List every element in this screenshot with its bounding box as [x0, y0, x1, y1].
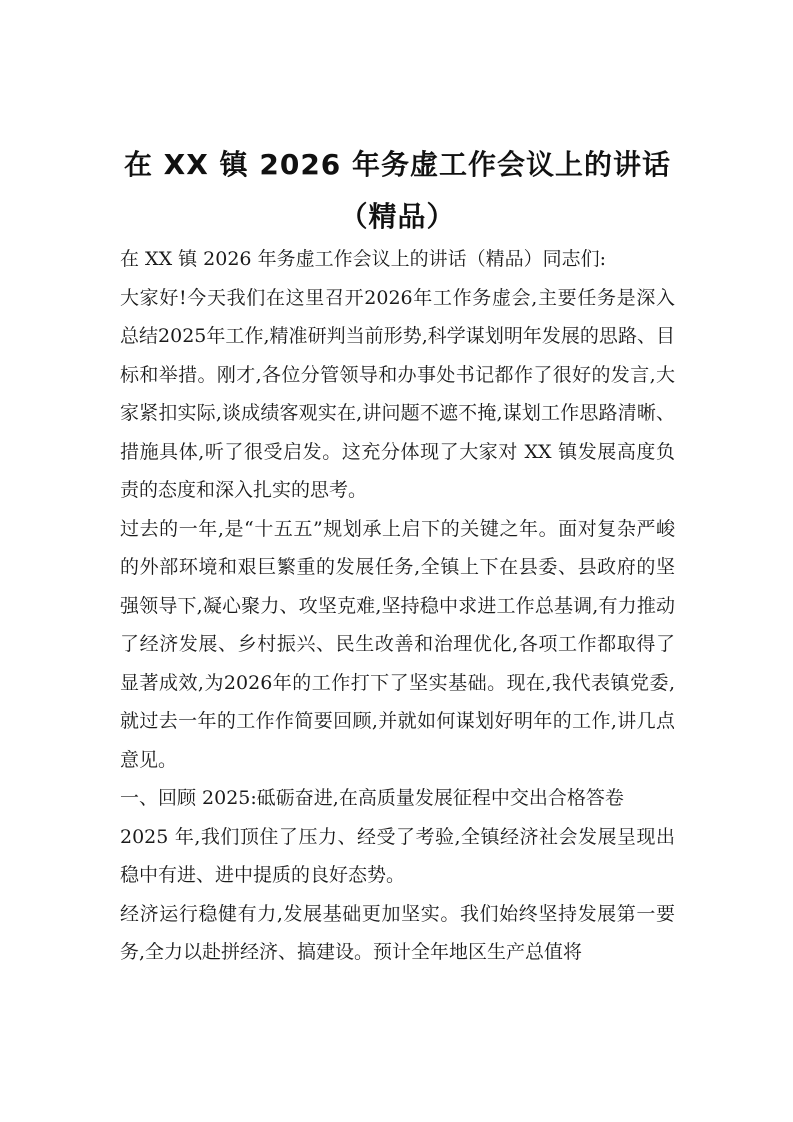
document-title: 在 XX 镇 2026 年务虚工作会议上的讲话（精品） — [123, 147, 672, 233]
paragraph-economy: 经济运行稳健有力,发展基础更加坚实。我们始终坚持发展第一要务,全力以赴拼经济、搞建设。预计全年地区生产总值将 — [120, 902, 675, 963]
section-heading-review: 一、回顾 2025:砥砺奋进,在高质量发展征程中交出合格答卷 — [120, 787, 624, 809]
paragraph-past-year: 过去的一年,是“十五五”规划承上启下的关键之年。面对复杂严峻的外部环境和艰巨繁重的发展任务,全镇上下在县委、县政府的坚强领导下,凝心聚力、攻坚克难,坚持稳中求进工作总基调,有力推动了经济发展、乡村振兴、民生改善和治理优化,各项工作都取得了显著成效,为2026年的工作打下了坚实基础。现在,我代表镇党委,就过去一年的工作作简要回顾,并就如何谋划好明年的工作,讲几点意见。 — [120, 517, 675, 771]
paragraph-opening: 大家好!今天我们在这里召开2026年工作务虚会,主要任务是深入总结2025年工作,精准研判当前形势,科学谋划明年发展的思路、目标和举措。刚才,各位分管领导和办事处书记都作了很好的发言,大家紧扣实际,谈成绩客观实在,讲问题不遮不掩,谋划工作思路清晰、措施具体,听了很受启发。这充分体现了大家对 XX 镇发展高度负责的态度和深入扎实的思考。 — [120, 286, 675, 501]
paragraph-2025-summary: 2025 年,我们顶住了压力、经受了考验,全镇经济社会发展呈现出稳中有进、进中提质的良好态势。 — [120, 825, 675, 886]
paragraph-greeting: 在 XX 镇 2026 年务虚工作会议上的讲话（精品）同志们: — [120, 248, 606, 270]
document-body — [120, 240, 675, 972]
